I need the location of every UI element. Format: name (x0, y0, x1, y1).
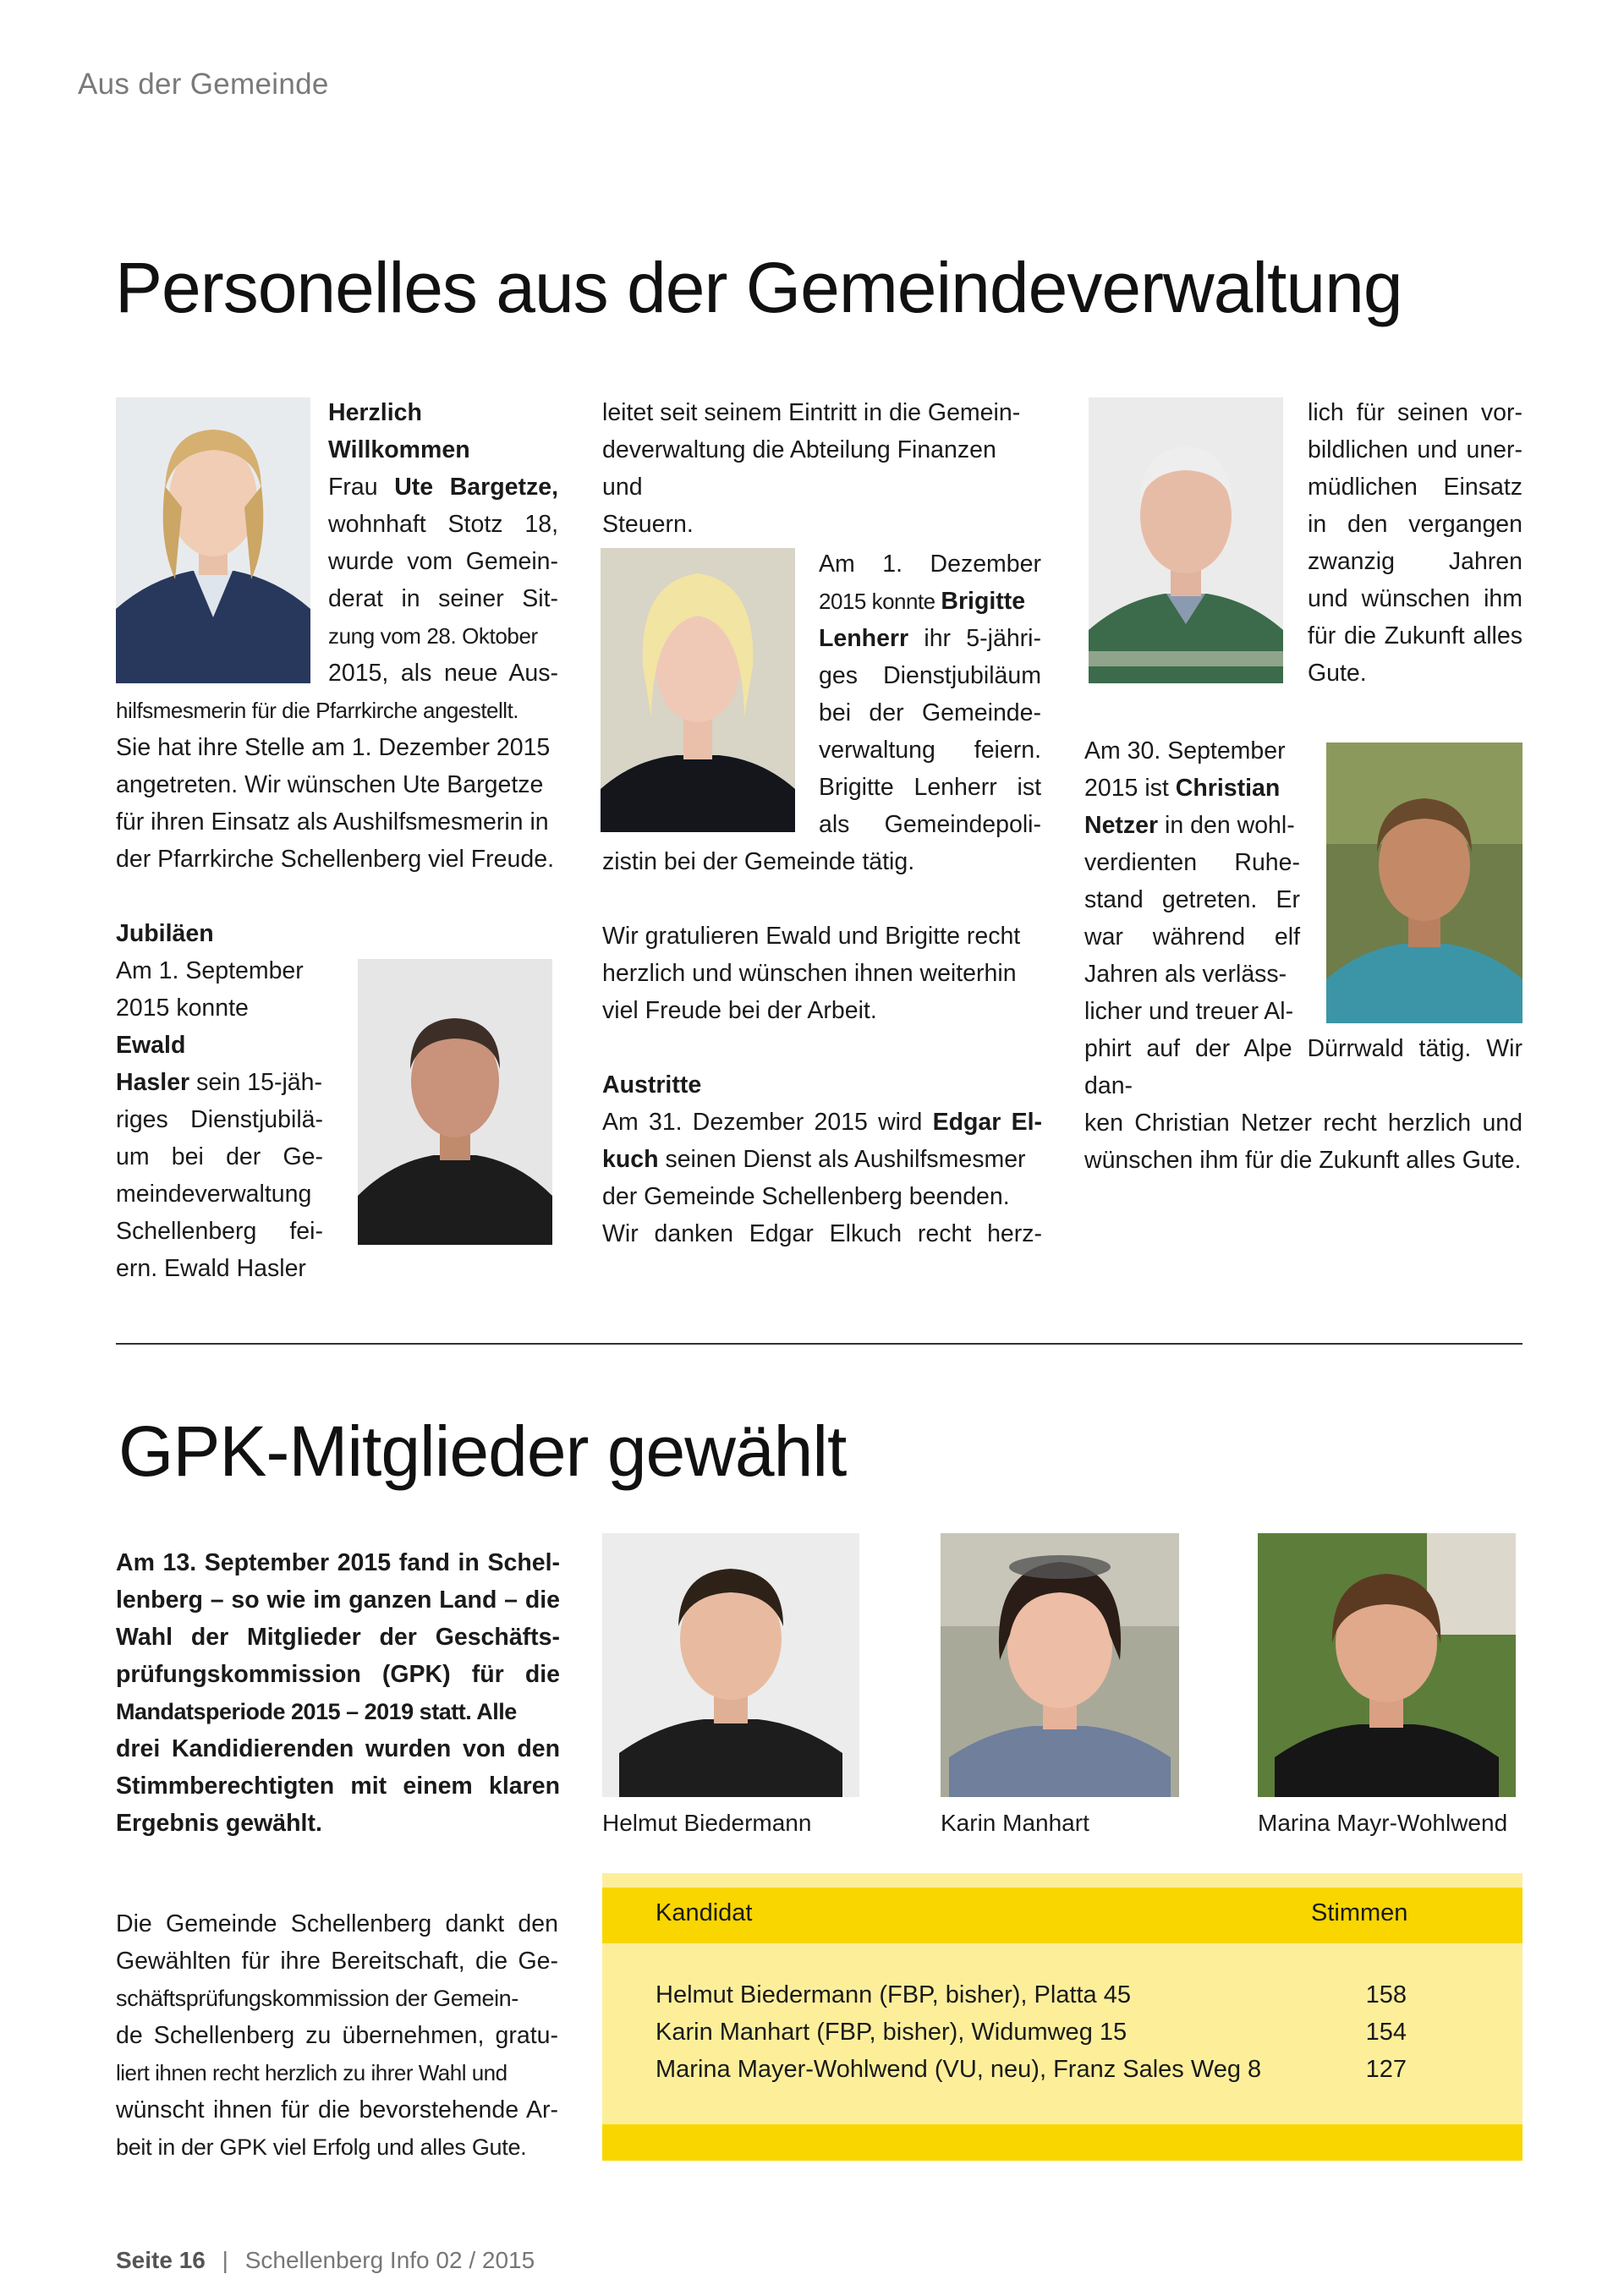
text-line: ges Dienstjubiläum (819, 662, 1041, 689)
table-header-votes: Stimmen (1311, 1899, 1408, 1926)
jubilaeen-text (116, 915, 323, 1287)
lead-line: Wahl der Mitglieder der Geschäfts- (116, 1624, 560, 1651)
col2-top-text (602, 394, 1042, 543)
caption-marina: Marina Mayr-Wohlwend (1258, 1810, 1508, 1836)
text-line: wurde vom Gemein- (328, 548, 558, 575)
text-line: Wir gratulieren Ewald und Brigitte recht (602, 923, 1021, 950)
text-line: Schellenberg fei- (116, 1218, 323, 1245)
table-cell-votes: 127 (1365, 2056, 1407, 2083)
name-bold: Lenherr (819, 625, 909, 652)
text-line: meindeverwaltung (116, 1181, 312, 1208)
col2-mid-text (602, 843, 1042, 1252)
text-line: müdlichen Einsatz (1308, 474, 1522, 501)
text-line: wohnhaft Stotz 18, (328, 511, 558, 538)
text-line: verdienten Ruhe- (1084, 849, 1300, 876)
text-line: derat in seiner Sit- (328, 585, 558, 612)
text-line: als Gemeindepoli- (819, 811, 1041, 838)
page-footer (116, 2247, 535, 2274)
table-cell-candidate: Helmut Biedermann (FBP, bisher), Platta 45 (656, 1981, 1132, 2008)
section-label: Aus der Gemeinde (78, 68, 329, 101)
text-line: bei der Gemeinde- (819, 699, 1041, 726)
lead-line: Mandatsperiode 2015 – 2019 statt. Alle (116, 1699, 517, 1724)
lead-line: lenberg – so wie im ganzen Land – die (116, 1586, 560, 1614)
text-line: liert ihnen recht herzlich zu ihrer Wahl und (116, 2060, 508, 2085)
text-line: hilfsmesmerin für die Pfarrkirche angestellt. (116, 698, 519, 723)
text-line: wünschen ihm für die Zukunft alles Gute. (1084, 1147, 1522, 1174)
name-bold: Ewald (116, 1032, 186, 1059)
name-bold: Hasler (116, 1069, 190, 1096)
text-line: sein 15-jäh- (189, 1069, 322, 1096)
text-line: licher und treuer Al- (1084, 998, 1294, 1025)
photo-karin-manhart (941, 1533, 1179, 1797)
table-row (656, 2019, 1501, 2056)
text-line: zwanzig Jahren (1308, 548, 1522, 575)
netzer-text-bottom (1084, 1030, 1522, 1179)
text-line: Gute. (1308, 660, 1367, 687)
text-line: für ihren Einsatz als Aushilfsmesmerin in (116, 808, 549, 836)
text-line: Am 31. Dezember 2015 wird (602, 1109, 933, 1136)
photo-christian-netzer (1326, 743, 1522, 1023)
photo-ute-bargetze (116, 397, 310, 683)
jubilaeen-heading: Jubiläen (116, 920, 214, 947)
photo-brigitte-lenherr (601, 548, 795, 832)
text-line: Wir danken Edgar Elkuch recht herz- (602, 1220, 1042, 1247)
text-line: beit in der GPK viel Erfolg und alles Gute. (116, 2134, 527, 2160)
text-line: in den wohl- (1158, 812, 1295, 839)
text-line: Am 1. Dezember (819, 551, 1041, 578)
netzer-text (1084, 732, 1300, 1030)
text-line: riges Dienstjubilä- (116, 1106, 323, 1133)
text-line: bildlichen und uner- (1308, 436, 1522, 463)
text-line: Gewählten für ihre Bereitschaft, die Ge- (116, 1948, 558, 1975)
name-bold: Netzer (1084, 812, 1159, 839)
welcome-heading-line2: Willkommen (328, 436, 470, 463)
text-line: 2015 ist (1084, 775, 1176, 802)
name-bold: Ute Bargetze, (394, 474, 558, 501)
text-line: 2015 konnte (819, 589, 941, 614)
lead-line: Ergebnis gewählt. (116, 1810, 322, 1837)
text-line: herzlich und wünschen ihnen weiterhin (602, 960, 1017, 987)
table-cell-votes: 158 (1365, 1981, 1407, 2008)
lead-line: drei Kandidierenden wurden von den (116, 1735, 560, 1762)
gpk-thanks-text (116, 1905, 558, 2166)
name-bold: Edgar El- (932, 1109, 1042, 1136)
text-line: verwaltung feiern. (819, 737, 1041, 764)
table-rows (656, 1981, 1501, 2093)
text-line: angetreten. Wir wünschen Ute Bargetze (116, 771, 544, 798)
text-line: der Pfarrkirche Schellenberg viel Freude. (116, 846, 554, 873)
text-line: und wünschen ihm (1308, 585, 1522, 612)
text-line: Am 1. September (116, 957, 304, 984)
footer-separator: | (222, 2247, 228, 2273)
text-line: Die Gemeinde Schellenberg dankt den (116, 1910, 558, 1937)
text-line: Jahren als verläss- (1084, 961, 1287, 988)
text-line: schäftsprüfungskommission der Gemein- (116, 1986, 518, 2011)
text-line: leitet seit seinem Eintritt in die Gemein- (602, 399, 1021, 426)
name-bold: Christian (1175, 775, 1281, 802)
article-title-gpk: GPK-Mitglieder gewählt (118, 1411, 847, 1491)
text-line: wünscht ihnen für die bevorstehende Ar- (116, 2096, 558, 2123)
photo-ewald-hasler (358, 959, 552, 1245)
text-line: lich für seinen vor- (1308, 399, 1522, 426)
text-line: der Gemeinde Schellenberg beenden. (602, 1183, 1010, 1210)
text-line: seinen Dienst als Aushilfsmesmer (658, 1146, 1026, 1173)
table-cell-candidate: Marina Mayer-Wohlwend (VU, neu), Franz Sales Weg 8 (656, 2056, 1262, 2083)
brigitte-text (819, 545, 1041, 843)
caption-helmut: Helmut Biedermann (602, 1810, 812, 1836)
welcome-text-top (328, 394, 558, 692)
text-line: stand getreten. Er (1084, 886, 1300, 913)
table-row (656, 2056, 1501, 2093)
photo-helmut-biedermann (602, 1533, 859, 1797)
text-line: 2015 konnte (116, 995, 249, 1022)
name-bold: kuch (602, 1146, 659, 1173)
text-line: zung vom 28. Oktober (328, 623, 538, 649)
publication-name: Schellenberg Info 02 / 2015 (244, 2247, 535, 2273)
table-cell-candidate: Karin Manhart (FBP, bisher), Widumweg 15 (656, 2019, 1127, 2046)
text-line: Sie hat ihre Stelle am 1. Dezember 2015 (116, 734, 551, 761)
text-line: Frau (328, 474, 395, 501)
table-cell-votes: 154 (1365, 2019, 1407, 2046)
gpk-lead-text (116, 1544, 560, 1842)
text-line: viel Freude bei der Arbeit. (602, 997, 877, 1024)
lead-line: Stimmberechtigten mit einem klaren (116, 1773, 560, 1800)
results-table-footer-bar (602, 2124, 1522, 2161)
text-line: zistin bei der Gemeinde tätig. (602, 848, 915, 875)
text-line: ihr 5-jähri- (908, 625, 1041, 652)
photo-edgar-elkuch (1089, 397, 1283, 683)
text-line: 2015, als neue Aus- (328, 660, 558, 687)
article-title: Personelles aus der Gemeindeverwaltung (115, 248, 1402, 327)
name-bold: Brigitte (941, 588, 1026, 615)
text-line: ern. Ewald Hasler (116, 1255, 306, 1282)
welcome-heading-line1: Herzlich (328, 399, 422, 426)
text-line: de Schellenberg zu übernehmen, gratu- (116, 2022, 558, 2049)
section-divider (116, 1343, 1522, 1345)
text-line: Steuern. (602, 511, 694, 538)
text-line: ken Christian Netzer recht herzlich und (1084, 1110, 1522, 1137)
page-number: Seite 16 (116, 2247, 206, 2273)
caption-karin: Karin Manhart (941, 1810, 1089, 1836)
text-line: phirt auf der Alpe Dürrwald tätig. Wir dan- (1084, 1035, 1522, 1099)
lead-line: Am 13. September 2015 fand in Schel- (116, 1549, 560, 1576)
austritte-heading: Austritte (602, 1071, 702, 1099)
text-line: Brigitte Lenherr ist (819, 774, 1041, 801)
text-line: für die Zukunft alles (1308, 622, 1522, 649)
text-line: um bei der Ge- (116, 1143, 323, 1170)
text-line: Am 30. September (1084, 737, 1286, 764)
edgar-thanks-text (1308, 394, 1522, 692)
table-header-candidate: Kandidat (656, 1899, 753, 1926)
photo-marina-mayr-wohlwend (1258, 1533, 1516, 1797)
text-line: in den vergangen (1308, 511, 1522, 538)
text-line: war während elf (1084, 923, 1300, 951)
table-row (656, 1981, 1501, 2019)
welcome-text-bottom (116, 692, 558, 878)
lead-line: prüfungskommission (GPK) für die (116, 1661, 560, 1688)
text-line: deverwaltung die Abteilung Finanzen und (602, 436, 996, 501)
